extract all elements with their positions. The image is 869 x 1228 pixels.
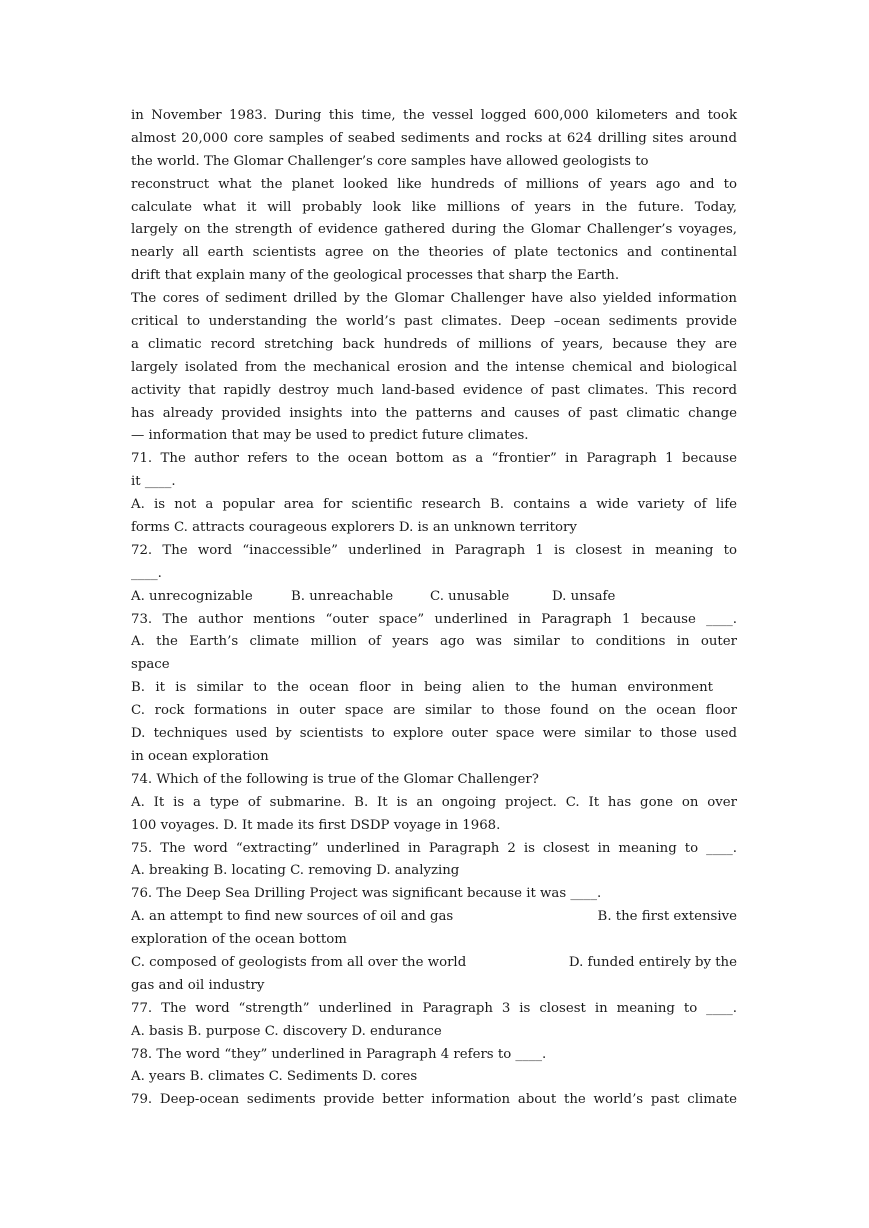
question-options: 100 voyages. D. It made its first DSDP voyage in 1968. [131,817,501,833]
text-line: drift that explain many of the geological processes that sharp the Earth. [131,268,620,284]
text-line: critical to understanding the world’s past climates. Deep –ocean sediments provide [131,314,737,330]
question-options [131,906,737,929]
question-stem: 77. The word “strength” underlined in Paragraph 3 is closest in meaning to ____. [131,1000,737,1016]
option-c: C. unusable [430,588,510,604]
question-stem: 74. Which of the following is true of the Glomar Challenger? [131,771,539,787]
text-line: has already provided insights into the patterns and causes of past climatic change [131,405,737,421]
option-c: C. rock formations in outer space are similar to those found on the ocean floor [131,703,737,719]
option-b: B. it is similar to the ocean floor in being alien to the human environment [131,680,713,696]
question-options: A. is not a popular area for scientific research B. contains a wide variety of life [131,497,737,513]
text-line: — information that may be used to predict future climates. [131,428,529,444]
question-stem: it ____. [131,474,176,490]
text-line: nearly all earth scientists agree on the theories of plate tectonics and continental [131,245,737,261]
text-line: the world. The Glomar Challenger’s core samples have allowed geologists to [131,153,649,169]
option-d: in ocean exploration [131,748,269,764]
text-line: reconstruct what the planet looked like hundreds of millions of years ago and to [131,176,737,192]
question-stem: 71. The author refers to the ocean bottom as a “frontier” in Paragraph 1 because [131,451,737,467]
question-stem: 78. The word “they” underlined in Paragraph 4 refers to ____. [131,1046,547,1062]
option-d: gas and oil industry [131,977,265,993]
question-stem: 75. The word “extracting” underlined in Paragraph 2 is closest in meaning to ____. [131,840,737,856]
option-d: D. funded entirely by the [568,954,737,970]
document-page [131,105,737,1112]
text-line: largely on the strength of evidence gathered during the Glomar Challenger’s voyages, [131,222,737,238]
option-d: D. techniques used by scientists to explore outer space were similar to those used [131,726,737,742]
question-options: A. breaking B. locating C. removing D. analyzing [131,863,460,879]
option-a: space [131,657,170,673]
question-stem: 72. The word “inaccessible” underlined in Paragraph 1 is closest in meaning to [131,542,737,558]
question-stem: ____. [131,565,162,581]
question-options [131,952,737,975]
option-c: C. composed of geologists from all over the world [131,954,467,970]
question-stem: 73. The author mentions “outer space” underlined in Paragraph 1 because ____. [131,611,737,627]
option-a: A. the Earth’s climate million of years ago was similar to conditions in outer [131,634,737,650]
question-options: A. basis B. purpose C. discovery D. endurance [131,1023,442,1039]
option-a: A. unrecognizable [131,588,253,604]
question-stem: 76. The Deep Sea Drilling Project was significant because it was ____. [131,886,602,902]
text-line: almost 20,000 core samples of seabed sediments and rocks at 624 drilling sites around [131,130,737,146]
question-options: A. years B. climates C. Sediments D. cores [131,1069,418,1085]
text-line: activity that rapidly destroy much land-based evidence of past climates. This record [131,382,737,398]
question-options [131,586,737,609]
question-options: A. It is a type of submarine. B. It is an ongoing project. C. It has gone on over [131,794,737,810]
text-line: The cores of sediment drilled by the Glomar Challenger have also yielded information [131,291,737,307]
text-line: largely isolated from the mechanical erosion and the intense chemical and biological [131,359,737,375]
text-line: a climatic record stretching back hundreds of millions of years, because they are [131,336,737,352]
option-b: B. the first extensive [597,909,737,925]
option-d: D. unsafe [552,588,616,604]
option-b: exploration of the ocean bottom [131,932,347,948]
question-stem: 79. Deep-ocean sediments provide better information about the world’s past climate [131,1092,737,1108]
text-line: calculate what it will probably look like millions of years in the future. Today, [131,199,737,215]
option-a: A. an attempt to find new sources of oil and gas [131,909,454,925]
text-line: in November 1983. During this time, the vessel logged 600,000 kilometers and took [131,108,737,123]
option-b: B. unreachable [291,588,394,604]
question-options: forms C. attracts courageous explorers D. is an unknown territory [131,520,577,536]
